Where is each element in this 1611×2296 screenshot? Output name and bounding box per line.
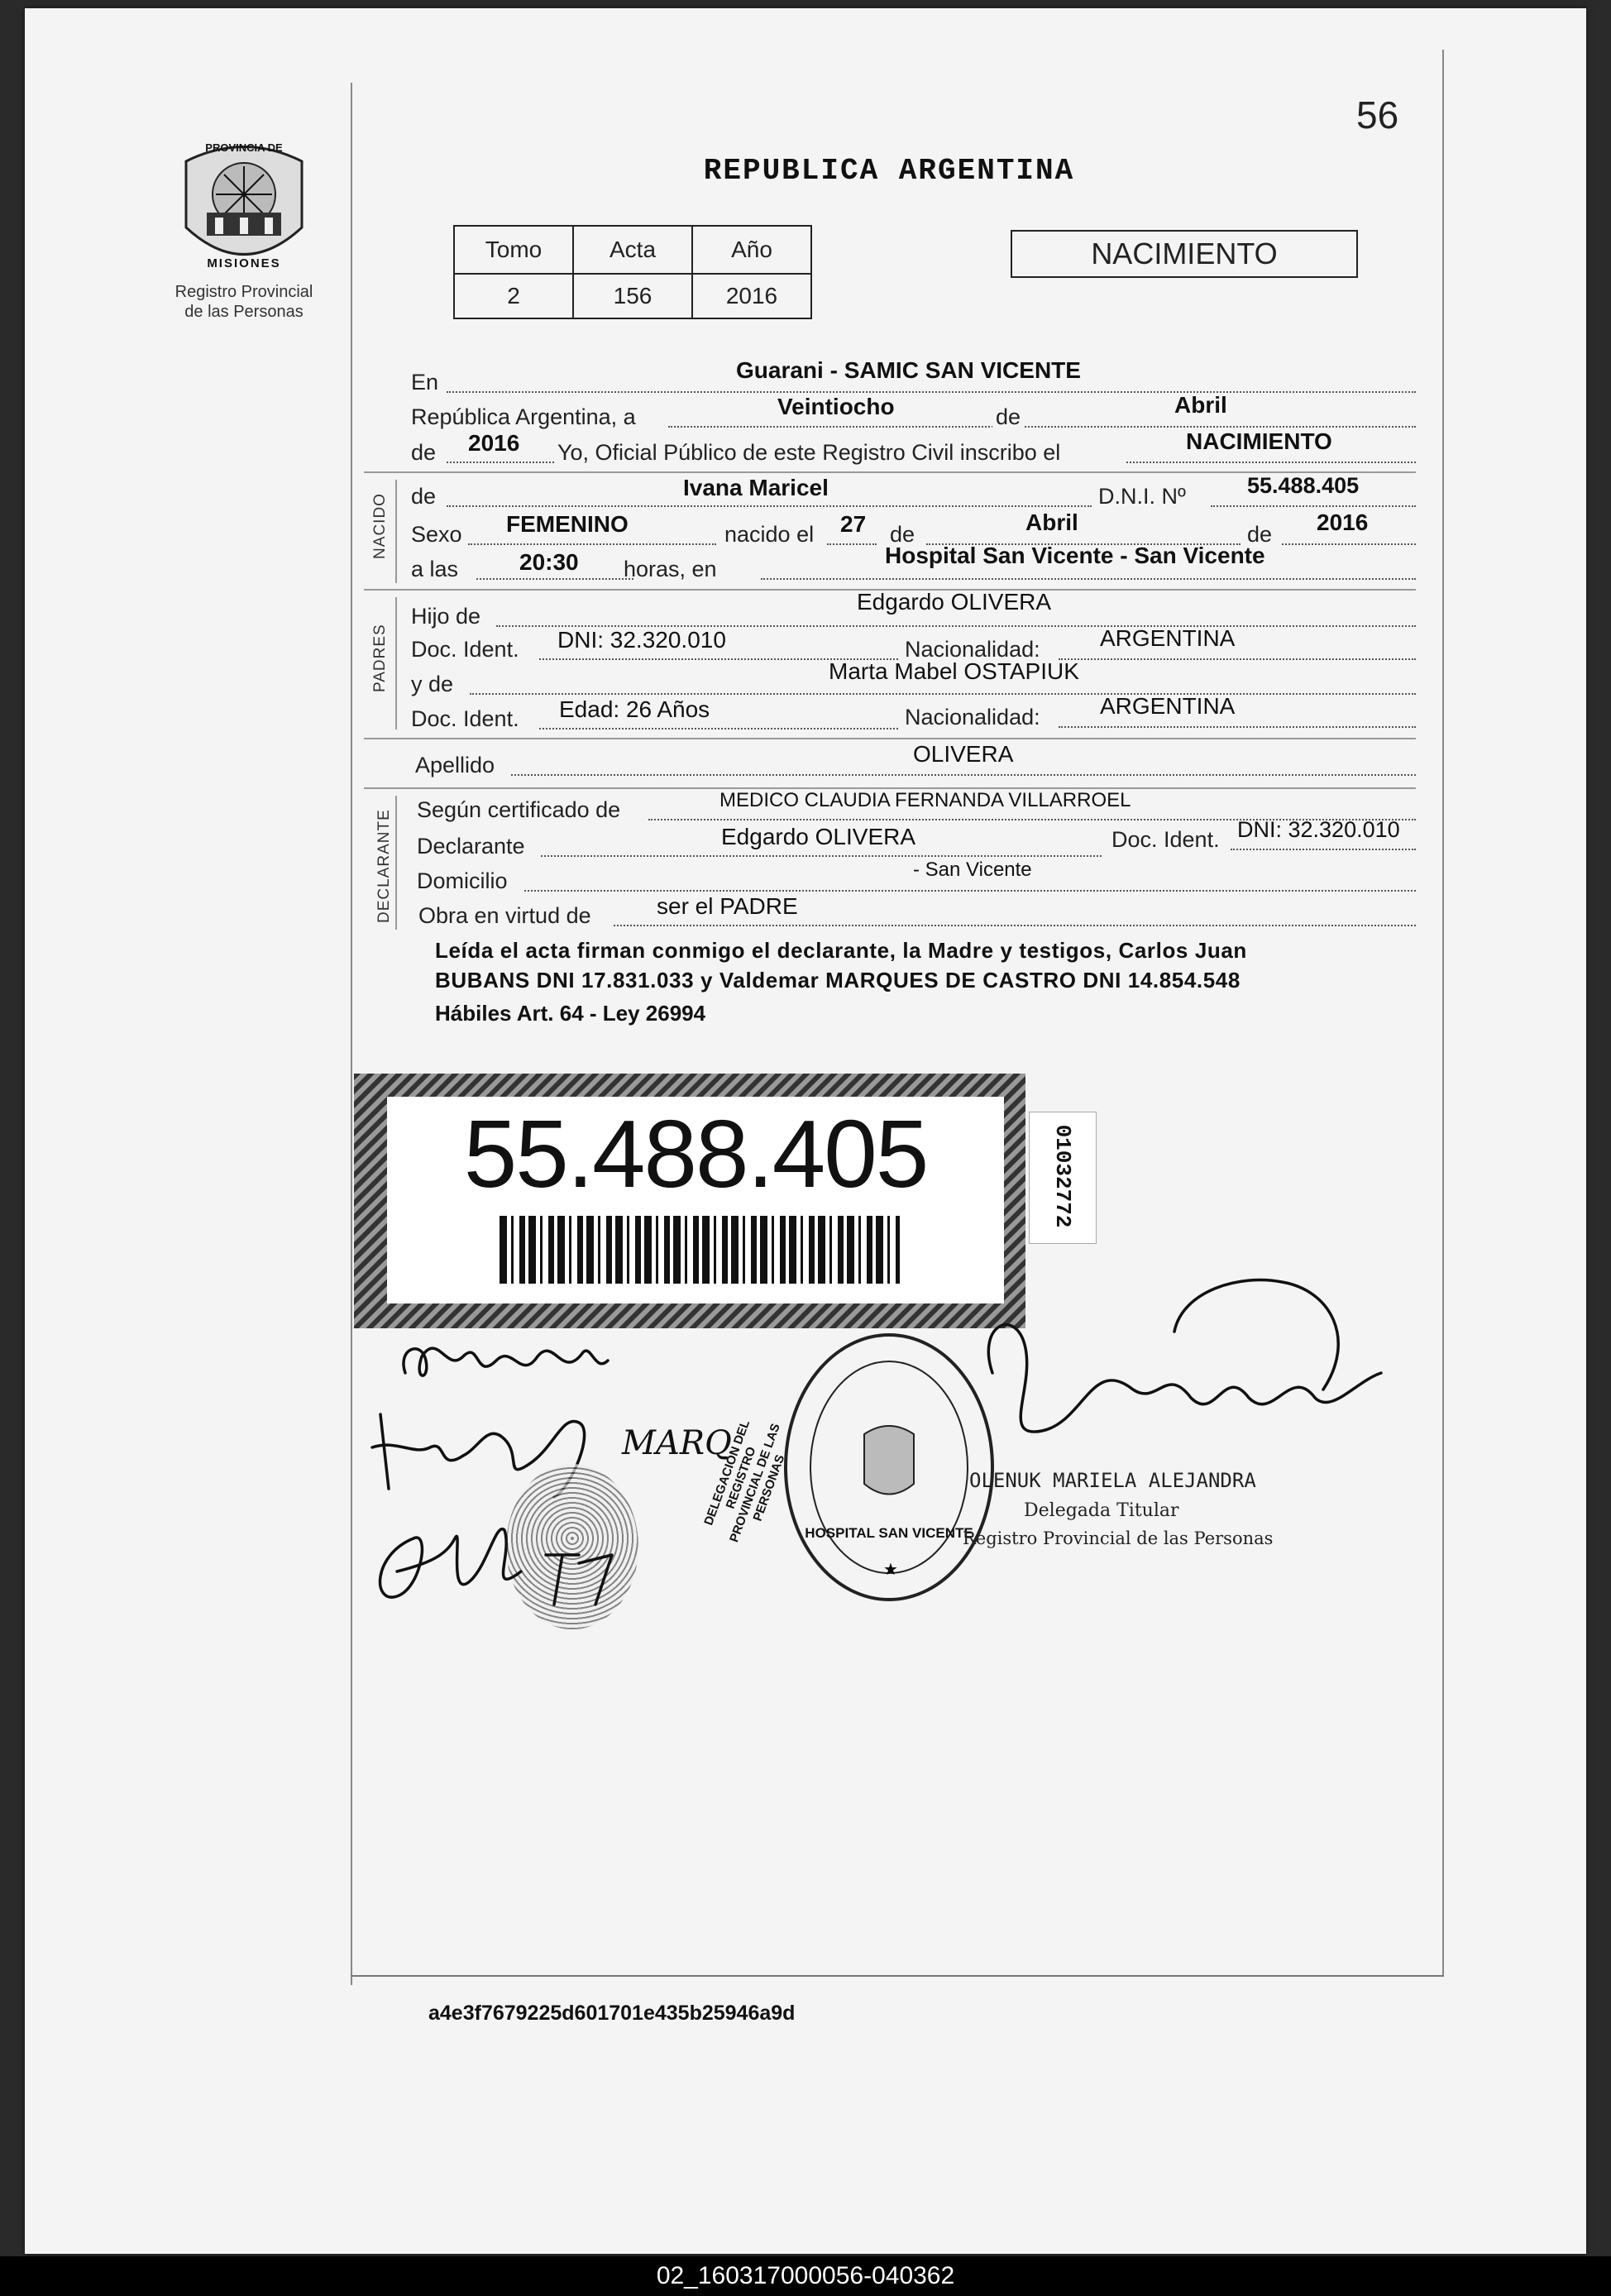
act-type-box: NACIMIENTO (1011, 230, 1358, 278)
dotted-line (511, 774, 1416, 776)
label-nacido-de: de (411, 484, 437, 509)
section-label-padres: PADRES (371, 624, 389, 692)
value-child-name: Ivana Maricel (683, 475, 829, 500)
value-year: 2016 (468, 430, 520, 456)
left-margin-line (351, 83, 352, 1985)
value-mother-doc: Edad: 26 Años (559, 696, 710, 722)
volume-header-tomo: Tomo (454, 226, 573, 274)
dotted-line (761, 578, 1416, 580)
value-father-doc: DNI: 32.320.010 (557, 627, 726, 653)
right-margin-line (1442, 50, 1444, 1977)
section-bracket (395, 796, 397, 930)
value-declarante-doc: DNI: 32.320.010 (1237, 817, 1400, 842)
value-father-name: Edgardo OLIVERA (857, 589, 1052, 615)
label-nacido-de2: de (890, 522, 915, 547)
volume-header-acta: Acta (573, 226, 692, 274)
label-dni: D.N.I. Nº (1098, 484, 1186, 509)
label-father-doc: Doc. Ident. (411, 637, 519, 662)
sticker-serial: 01032772 (1050, 1124, 1075, 1228)
dotted-line (447, 391, 1416, 393)
value-certificado: MEDICO CLAUDIA FERNANDA VILLARROEL (719, 789, 1131, 811)
stamp-ring-text: DELEGACION DEL REGISTRO PROVINCIAL DE LAS PERSONAS (701, 1418, 788, 1544)
stamp-inner-text: HOSPITAL SAN VICENTE (805, 1525, 973, 1541)
volume-tomo: 2 (454, 274, 573, 318)
note-line-2: BUBANS DNI 17.831.033 y Valdemar MARQUES DE CASTRO DNI 14.854.548 (435, 968, 1241, 993)
signature-declarante (389, 1323, 620, 1398)
value-apellido: OLIVERA (913, 741, 1014, 767)
value-domicilio: - San Vicente (913, 859, 1032, 881)
official-role: Delegada Titular (1024, 1500, 1179, 1521)
value-birth-time: 20:30 (519, 549, 579, 575)
section-bracket (395, 597, 397, 729)
document-hash: a4e3f7679225d601701e435b25946a9d (428, 2002, 796, 2025)
label-declarante: Declarante (417, 834, 525, 859)
dotted-line (470, 693, 1416, 695)
section-label-nacido: NACIDO (371, 493, 389, 559)
official-name: OLENUK MARIELA ALEJANDRA (969, 1469, 1256, 1492)
section-divider (364, 738, 1416, 739)
label-father-nat: Nacionalidad: (905, 637, 1040, 662)
signature-official (968, 1274, 1414, 1456)
dotted-line (539, 728, 898, 729)
section-label-declarante: DECLARANTE (375, 809, 393, 923)
dotted-line (1126, 462, 1416, 463)
volume-header-ano: Año (692, 226, 811, 274)
volume-ano: 2016 (692, 274, 811, 318)
label-domicilio: Domicilio (417, 868, 508, 893)
registry-name-line1: Registro Provincial (174, 283, 313, 301)
signature-witness-3 (364, 1505, 637, 1621)
label-oficial: Yo, Oficial Público de este Registro Civil inscribo el (557, 440, 1061, 465)
label-nacido-el: nacido el (724, 522, 815, 547)
seal-bottom-text: MISIONES (207, 256, 281, 270)
note-line-1: Leída el acta firman conmigo el declarante, la Madre y testigos, Carlos Juan (435, 938, 1247, 963)
country-title: REPUBLICA ARGENTINA (703, 154, 1075, 188)
dotted-line (541, 855, 1102, 857)
label-mother-nat: Nacionalidad: (905, 705, 1040, 729)
sticker-barcode (500, 1216, 900, 1284)
label-en: En (411, 370, 439, 395)
label-mother-doc: Doc. Ident. (411, 706, 519, 731)
value-declarante: Edgardo OLIVERA (721, 824, 916, 849)
dotted-line (468, 543, 716, 545)
dotted-line (668, 426, 1416, 428)
label-obra: Obra en virtud de (418, 903, 591, 928)
note-line-3: Hábiles Art. 64 - Ley 26994 (435, 1001, 706, 1026)
provincial-seal (170, 136, 318, 277)
value-birth-year: 2016 (1317, 509, 1369, 535)
value-place: Guarani - SAMIC SAN VICENTE (736, 357, 1081, 383)
label-de2: de (411, 440, 437, 465)
label-a-las: a las (411, 557, 459, 581)
label-de: de (992, 404, 1024, 430)
svg-text:★: ★ (883, 1561, 898, 1579)
value-mother-nat: ARGENTINA (1100, 693, 1236, 719)
value-birth-day: 27 (840, 511, 867, 537)
dni-sticker (354, 1074, 1025, 1328)
value-mother-name: Marta Mabel OSTAPIUK (829, 658, 1079, 684)
signature-witness-2-label: MARQ (622, 1424, 732, 1462)
label-republica: República Argentina, a (411, 404, 636, 429)
scan-footer-label: 02_160317000056-040362 (0, 2256, 1611, 2296)
volume-acta: 156 (573, 274, 692, 318)
dotted-line (1211, 505, 1416, 507)
value-child-dni: 55.488.405 (1247, 473, 1360, 498)
label-certificado: Según certificado de (417, 797, 621, 822)
dotted-line (447, 505, 1092, 507)
value-birth-place: Hospital San Vicente - San Vicente (885, 543, 1265, 568)
label-y-de: y de (411, 672, 454, 696)
value-day-words: Veintiocho (777, 394, 895, 419)
dotted-line (1282, 543, 1416, 545)
dotted-line (827, 543, 877, 545)
value-father-nat: ARGENTINA (1100, 625, 1236, 651)
dotted-line (1059, 658, 1416, 660)
value-inscription: NACIMIENTO (1186, 428, 1332, 454)
dotted-line (1059, 726, 1416, 728)
label-apellido: Apellido (415, 753, 495, 777)
dotted-line (1231, 849, 1416, 850)
dotted-line (614, 925, 1416, 926)
label-horas-en: horas, en (624, 557, 717, 581)
value-sexo: FEMENINO (506, 511, 629, 537)
label-sexo: Sexo (411, 522, 462, 547)
value-month: Abril (1174, 392, 1227, 418)
official-org: Registro Provincial de las Personas (963, 1528, 1274, 1548)
dotted-line (476, 578, 633, 580)
dotted-line (524, 890, 1416, 892)
sticker-dni-number: 55.488.405 (463, 1100, 928, 1208)
dotted-line (447, 462, 554, 463)
label-declarante-doc: Doc. Ident. (1111, 827, 1220, 852)
registry-name-line2: de las Personas (184, 303, 304, 321)
page-number: 56 (1356, 93, 1399, 136)
value-birth-month: Abril (1025, 509, 1078, 535)
value-obra: ser el PADRE (657, 893, 798, 919)
label-hijo-de: Hijo de (411, 604, 481, 629)
volume-table (453, 225, 812, 319)
label-nacido-de3: de (1247, 522, 1273, 547)
section-bracket (395, 480, 397, 583)
sticker-serial-tag (1029, 1112, 1097, 1244)
seal-top-text: PROVINCIA DE (205, 141, 283, 154)
bottom-margin-line (351, 1975, 1444, 1977)
